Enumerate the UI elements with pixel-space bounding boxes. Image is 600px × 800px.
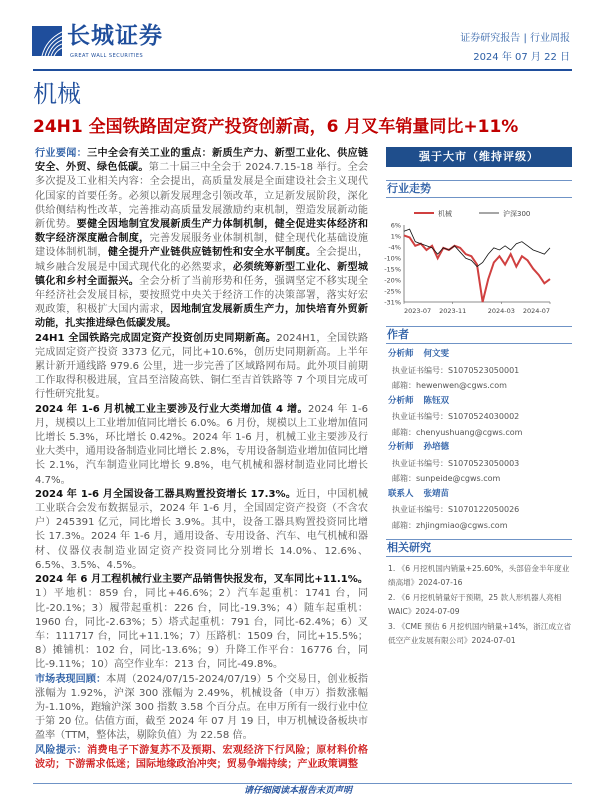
author-role: 联系人 [388, 488, 414, 499]
body-text: 本周（2024/07/15-2024/07/19）5 个交易日，创业板指涨幅为 1.92%，沪深 300 涨幅为 2.49%，机械设备（申万）指数涨幅为-1.10%，跑输沪深 300 指数 3.58 个百分点。在申万所有一级行业中位于第 20 位。估值方面，截至 2024 年 07 月 19 日，申万机械设备板块市盈率（TTM，整体法，剔除负值）为 22.58 倍。 [35, 673, 368, 742]
author-name: 孙培德 [423, 442, 450, 452]
author-role: 分析师 [388, 442, 414, 452]
legend-label: 沪深300 [503, 210, 531, 218]
author-cert: 执业证书编号：S1070523050003 [392, 458, 520, 468]
body-text: 第二十届三中全会于 2024.7.15-18 举行。全会多次提及工业相关内容：全会提出，高质量发展是全面建设社会主义现代化国家的首要任务。必须以新发展理念引领改革，立足新发展阶段，深化供给侧结构性改革，完善推动高质量发展激励约束机制，塑造发展新动能新优势。 [35, 162, 368, 231]
paragraph [35, 488, 368, 573]
y-tick-label: -31% [384, 298, 401, 307]
authors-list [388, 347, 572, 533]
x-tick-label: 2024-03 [487, 307, 515, 315]
body-text: 全会提出，城乡融合发展是中国式现代化的必然要求， [35, 247, 369, 273]
report-headline: 24H1 全国铁路固定资产投资创新高，6 月叉车销量同比+11% [33, 117, 519, 137]
body-text: 全会分析了当前形势和任务，强调坚定不移实现全年经济社会发展目标，要按照党中央关于经济工作的决策部署，落实好宏观政策，积极扩大国内需求， [35, 275, 369, 316]
author-cert: 执业证书编号：S1070524030002 [392, 412, 520, 421]
author-email[interactable]: 邮箱：zhjingmiao@cgws.com [392, 520, 508, 530]
author-entry [388, 347, 572, 394]
x-tick-label: 2024-07 [522, 307, 550, 315]
x-tick-label: 2023-11 [439, 307, 467, 315]
paragraph [35, 673, 368, 744]
key-point: 2024 年 1-6 月机械工业主要涉及行业大类增加值 4 增。 [35, 403, 309, 415]
related-report-link[interactable]: 2. 《6 月挖机销量好于预期，25 款人形机器人亮相 WAIC》2024-07-09 [388, 593, 562, 616]
author-name: 何文雯 [423, 349, 450, 359]
key-point: 健全提升产业链供应链韧性和安全水平制度。 [107, 247, 317, 259]
sidebar [384, 147, 572, 645]
x-tick-label: 2023-07 [404, 307, 432, 315]
header-divider [33, 69, 572, 71]
paragraph [35, 332, 368, 403]
author-name: 陈钰双 [423, 395, 450, 406]
author-entry [388, 440, 572, 487]
y-tick-label: -25% [384, 287, 401, 296]
paragraph [35, 403, 368, 488]
rating-badge: 强于大市（维持评级） [386, 147, 572, 167]
y-tick-label: -15% [384, 265, 401, 274]
key-point: 要健全因地制宜发展新质生产力体制机制，健全促进实体经济和数字经济深度融合制度， [35, 219, 369, 245]
related-heading: 相关研究 [386, 539, 572, 557]
author-cert: 执业证书编号：S1070122050026 [392, 505, 520, 514]
key-point: 2024 年 1-6 月全国设备工器具购置投资增长 17.3%。 [35, 488, 297, 500]
report-body [35, 147, 368, 772]
body-text: 2024 年 1-6 月，规模以上工业增加值同比增长 6.0%。6 月份，规模以上工业增加值同比增长 5.3%，环比增长 0.42%。2024 年 1-6 月，机械工业主要涉及行业大类中，通用设备制造业同比增长 2.8%，专用设备制造业增加值同比增长 2.1%，汽车制造业同比增长 9.8%，电气机械和器材制造业同比增长 4.7%。 [35, 403, 369, 486]
key-point: 24H1 全国铁路完成固定资产投资创历史同期新高。 [35, 332, 277, 344]
body-text: 1）平地机：859 台，同比+46.6%；2）汽车起重机：1741 台，同比-20.1%；3）履带起重机：226 台，同比-19.3%；4）随车起重机：1960 台，同比-2.63%；5）塔式起重机：791 台，同比-62.4%；6）叉车：111717 台，同比+11.1%；7）压路机：1509 台，同比+15.5%；8）摊铺机：102 台，同比-13.6%；9）升降工作平台：16776 台，同比-9.11%；10）高空作业车：213 台，同比-49.8%。 [35, 588, 368, 671]
footer-divider [33, 783, 572, 784]
related-report-link[interactable]: 3. 《CME 预估 6 月挖机国内销量+14%，浙江成立省低空产业发展有限公司》2024-07-01 [388, 622, 572, 645]
legend-label: 机械 [438, 210, 452, 218]
company-logo-english: GREAT WALL SECURITIES [70, 53, 144, 59]
industry-trend-chart [374, 204, 574, 334]
body-text: 完善发展服务业体制机制，健全现代化基础设施建设体制机制， [35, 233, 369, 259]
report-date: 2024 年 07 月 22 日 [473, 52, 570, 63]
company-logo-icon [32, 26, 62, 56]
related-research-list [388, 562, 572, 649]
trend-heading: 行业走势 [386, 180, 572, 198]
y-tick-label: -20% [384, 276, 401, 285]
author-email[interactable]: 邮箱：sunpeide@cgws.com [392, 474, 501, 483]
related-report-link[interactable]: 1. 《6 月挖机国内销量+25.60%，头部倍金半年度业绩高增》2024-07-16 [388, 564, 570, 587]
y-tick-label: -4% [388, 243, 401, 252]
author-email[interactable]: 邮箱：hewenwen@cgws.com [392, 381, 507, 390]
paragraph [35, 147, 368, 332]
report-type: 证券研究报告 | 行业周报 [460, 33, 570, 44]
author-entry [388, 394, 572, 441]
paragraph [35, 744, 368, 772]
company-logo-text: 长城证券 [67, 22, 163, 49]
body-text: 2024H1，全国铁路完成固定资产投资 3373 亿元，同比+10.6%，创历史同期新高。上半年累计新开通线路 979.6 公里，进一步完善了区域路网布局。此外项目前期工作取得积极进展，宜昌至涪陵高铁、铜仁至吉首铁路等 7 个项目完成可行性研究批复。 [35, 332, 369, 401]
section-label: 风险提示： [35, 744, 88, 756]
y-tick-label: 1% [390, 232, 401, 241]
key-point: 必须统筹新型工业化、新型城镇化和乡村全面振兴。 [35, 261, 369, 287]
author-role: 分析师 [388, 395, 414, 406]
paragraph [35, 573, 368, 672]
author-cert: 执业证书编号：S1070523050001 [392, 365, 520, 375]
section-label: 行业要闻： [35, 148, 88, 159]
author-name: 张靖苗 [423, 488, 450, 499]
key-point: 2024 年 6 月工程机械行业主要产品销售快报发布，叉车同比+11.1%。 [35, 574, 368, 586]
body-text: 近日，中国机械工业联合会发布数据显示，2024 年 1-6 月，全国固定资产投资（不含农户）245391 亿元，同比增长 3.9%。其中，设备工器具购置投资同比增长 17.3%。2024 年 1-6 月，通用设备、专用设备、汽车、电气机械和器材、仪器仪表制造业固定资产投资同比分别增长 14.0%、12.6%、6.5%、3.5%、4.5%。 [35, 488, 369, 571]
author-role: 分析师 [388, 349, 414, 359]
author-entry [388, 487, 572, 534]
disclaimer-note: 请仔细阅读本报告末页声明 [244, 786, 353, 796]
author-email[interactable]: 邮箱：chenyushuang@cgws.com [392, 427, 523, 437]
y-tick-label: 6% [390, 221, 401, 230]
authors-heading: 作者 [386, 326, 572, 344]
section-label: 市场表现回顾： [35, 673, 107, 685]
industry-title: 机械 [33, 80, 81, 108]
key-point: 因地制宜发展新质生产力，加快培育外贸新动能，扎实推进绿色低碳发展。 [35, 304, 369, 330]
key-point: 三中全会有关工业的重点：新质生产力、新型工业化、供应链安全、外贸、绿色低碳。 [35, 148, 369, 174]
risk-text: 消费电子下游复苏不及预期、宏观经济下行风险；原材料价格波动；下游需求低迷；国际地缘政治冲突；贸易争端持续；产业政策调整 [35, 744, 369, 770]
y-tick-label: -10% [384, 254, 401, 263]
